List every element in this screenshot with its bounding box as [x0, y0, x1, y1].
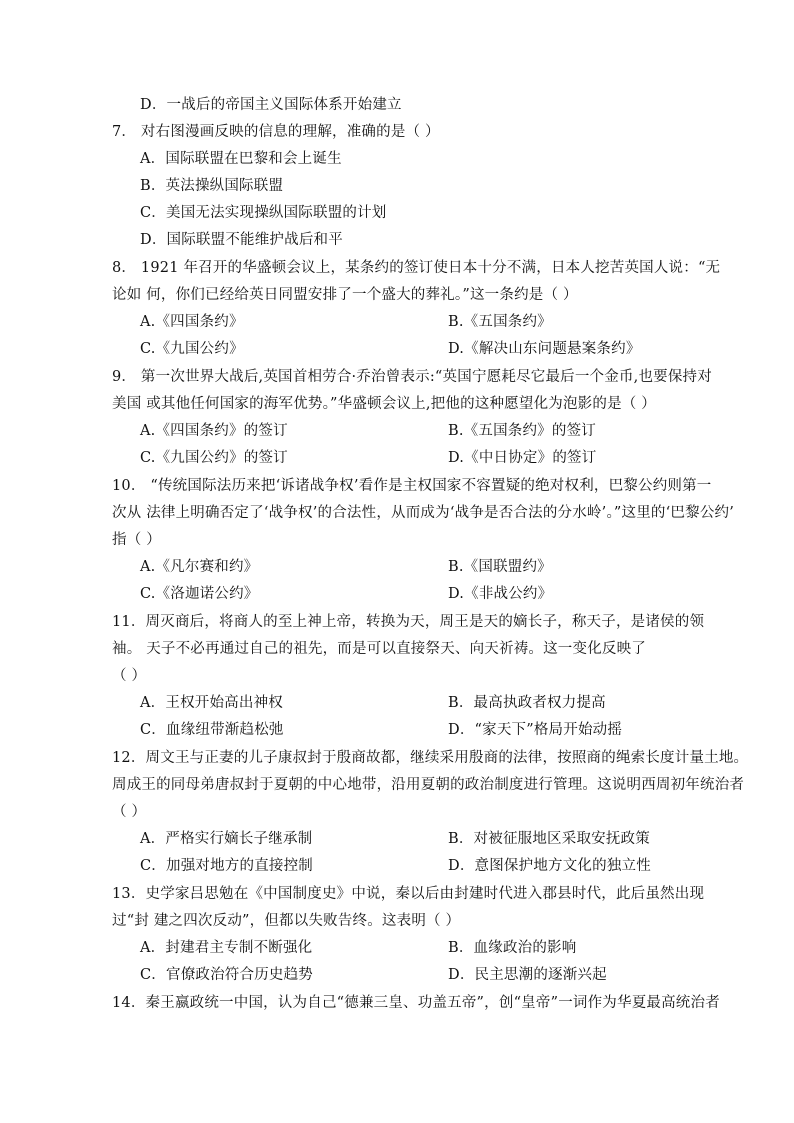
question-stem: 13．史学家吕思勉在《中国制度史》中说，秦以后由封建时代进入郡县时代，此后虽然出现	[112, 886, 705, 902]
option: A.《四国条约》的签订	[140, 423, 288, 439]
option: A．王权开始高出神权	[140, 695, 283, 711]
question-stem-continued: 美国 或其他任何国家的海军优势。”华盛顿会议上,把他的这种愿望化为泡影的是（ ）	[112, 396, 656, 412]
option: A．严格实行嫡长子继承制	[140, 831, 313, 847]
option: C.《九国公约》的签订	[140, 450, 288, 466]
option: D.《解决山东问题悬案条约》	[448, 341, 641, 357]
option: D.《非战公约》	[448, 586, 553, 602]
question-stem: 8． 1921 年召开的华盛顿会议上，某条约的签订使日本十分不满，日本人挖苦英国人说：“无	[112, 260, 721, 276]
option: D．国际联盟不能维护战后和平	[140, 232, 343, 248]
question-stem-continued: 次从 法律上明确否定了‘战争权’的合法性，从而成为‘战争是否合法的分水岭’。”这里的‘巴黎公约’	[112, 505, 735, 521]
question-stem-continued: （ ）	[112, 804, 147, 820]
question-stem: 7． 对右图漫画反映的信息的理解，准确的是（ ）	[112, 124, 440, 140]
option: C.《洛迦诺公约》	[140, 586, 259, 602]
question-stem-continued: 袖。 天子不必再通过自己的祖先，而是可以直接祭天、向天祈祷。这一变化反映了	[112, 641, 647, 657]
option: A．封建君主专制不断强化	[140, 940, 313, 956]
question-stem: 10． “传统国际法历来把‘诉诸战争权’看作是主权国家不容置疑的绝对权利，巴黎公约则第一	[112, 478, 712, 494]
option: B.《国联盟约》	[448, 559, 552, 575]
option: D．一战后的帝国主义国际体系开始建立	[140, 97, 402, 113]
option: B．对被征服地区采取安抚政策	[448, 831, 650, 847]
question-stem-continued: 周成王的同母弟唐叔封于夏朝的中心地带，沿用夏朝的政治制度进行管理。这说明西周初年统治者	[112, 777, 745, 793]
option: C．加强对地方的直接控制	[140, 858, 313, 874]
question-stem: 9． 第一次世界大战后,英国首相劳合·乔治曾表示:“英国宁愿耗尽它最后一个金币,也要保持对	[112, 369, 712, 385]
option: D.《中日协定》的签订	[448, 450, 597, 466]
question-stem: 11．周灭商后，将商人的至上神上帝，转换为天，周王是天的嫡长子，称天子，是诸侯的领	[112, 614, 705, 630]
option: B．英法操纵国际联盟	[140, 178, 284, 194]
question-stem-continued: 论如 何，你们已经给英日同盟安排了一个盛大的葬礼。”这一条约是（ ）	[112, 287, 578, 303]
option: A.《四国条约》	[140, 314, 244, 330]
option: A.《凡尔赛和约》	[140, 559, 259, 575]
option: C．血缘纽带渐趋松弛	[140, 722, 284, 738]
question-stem-continued: （ ）	[112, 668, 147, 684]
option: C.《九国公约》	[140, 341, 244, 357]
option: B．最高执政者权力提高	[448, 695, 606, 711]
question-stem-continued: 指（ ）	[112, 532, 161, 548]
option: D．“家天下”格局开始动摇	[448, 722, 623, 738]
question-stem-continued: 过“封 建之四次反动”，但都以失败告终。这表明（ ）	[112, 913, 461, 929]
option: C．官僚政治符合历史趋势	[140, 967, 313, 983]
option: B．血缘政治的影响	[448, 940, 577, 956]
option: B.《五国条约》	[448, 314, 552, 330]
option: C．美国无法实现操纵国际联盟的计划	[140, 205, 387, 221]
question-stem: 14．秦王嬴政统一中国，认为自己“德兼三皇、功盖五帝”，创“皇帝”一词作为华夏最高统治者	[112, 995, 720, 1011]
option: D．民主思潮的逐渐兴起	[448, 967, 607, 983]
option: D．意图保护地方文化的独立性	[448, 858, 651, 874]
question-stem: 12．周文王与正妻的儿子康叔封于殷商故都，继续采用殷商的法律，按照商的绳索长度计量土地。	[112, 750, 749, 766]
option: A．国际联盟在巴黎和会上诞生	[140, 151, 342, 167]
option: B.《五国条约》的签订	[448, 423, 596, 439]
